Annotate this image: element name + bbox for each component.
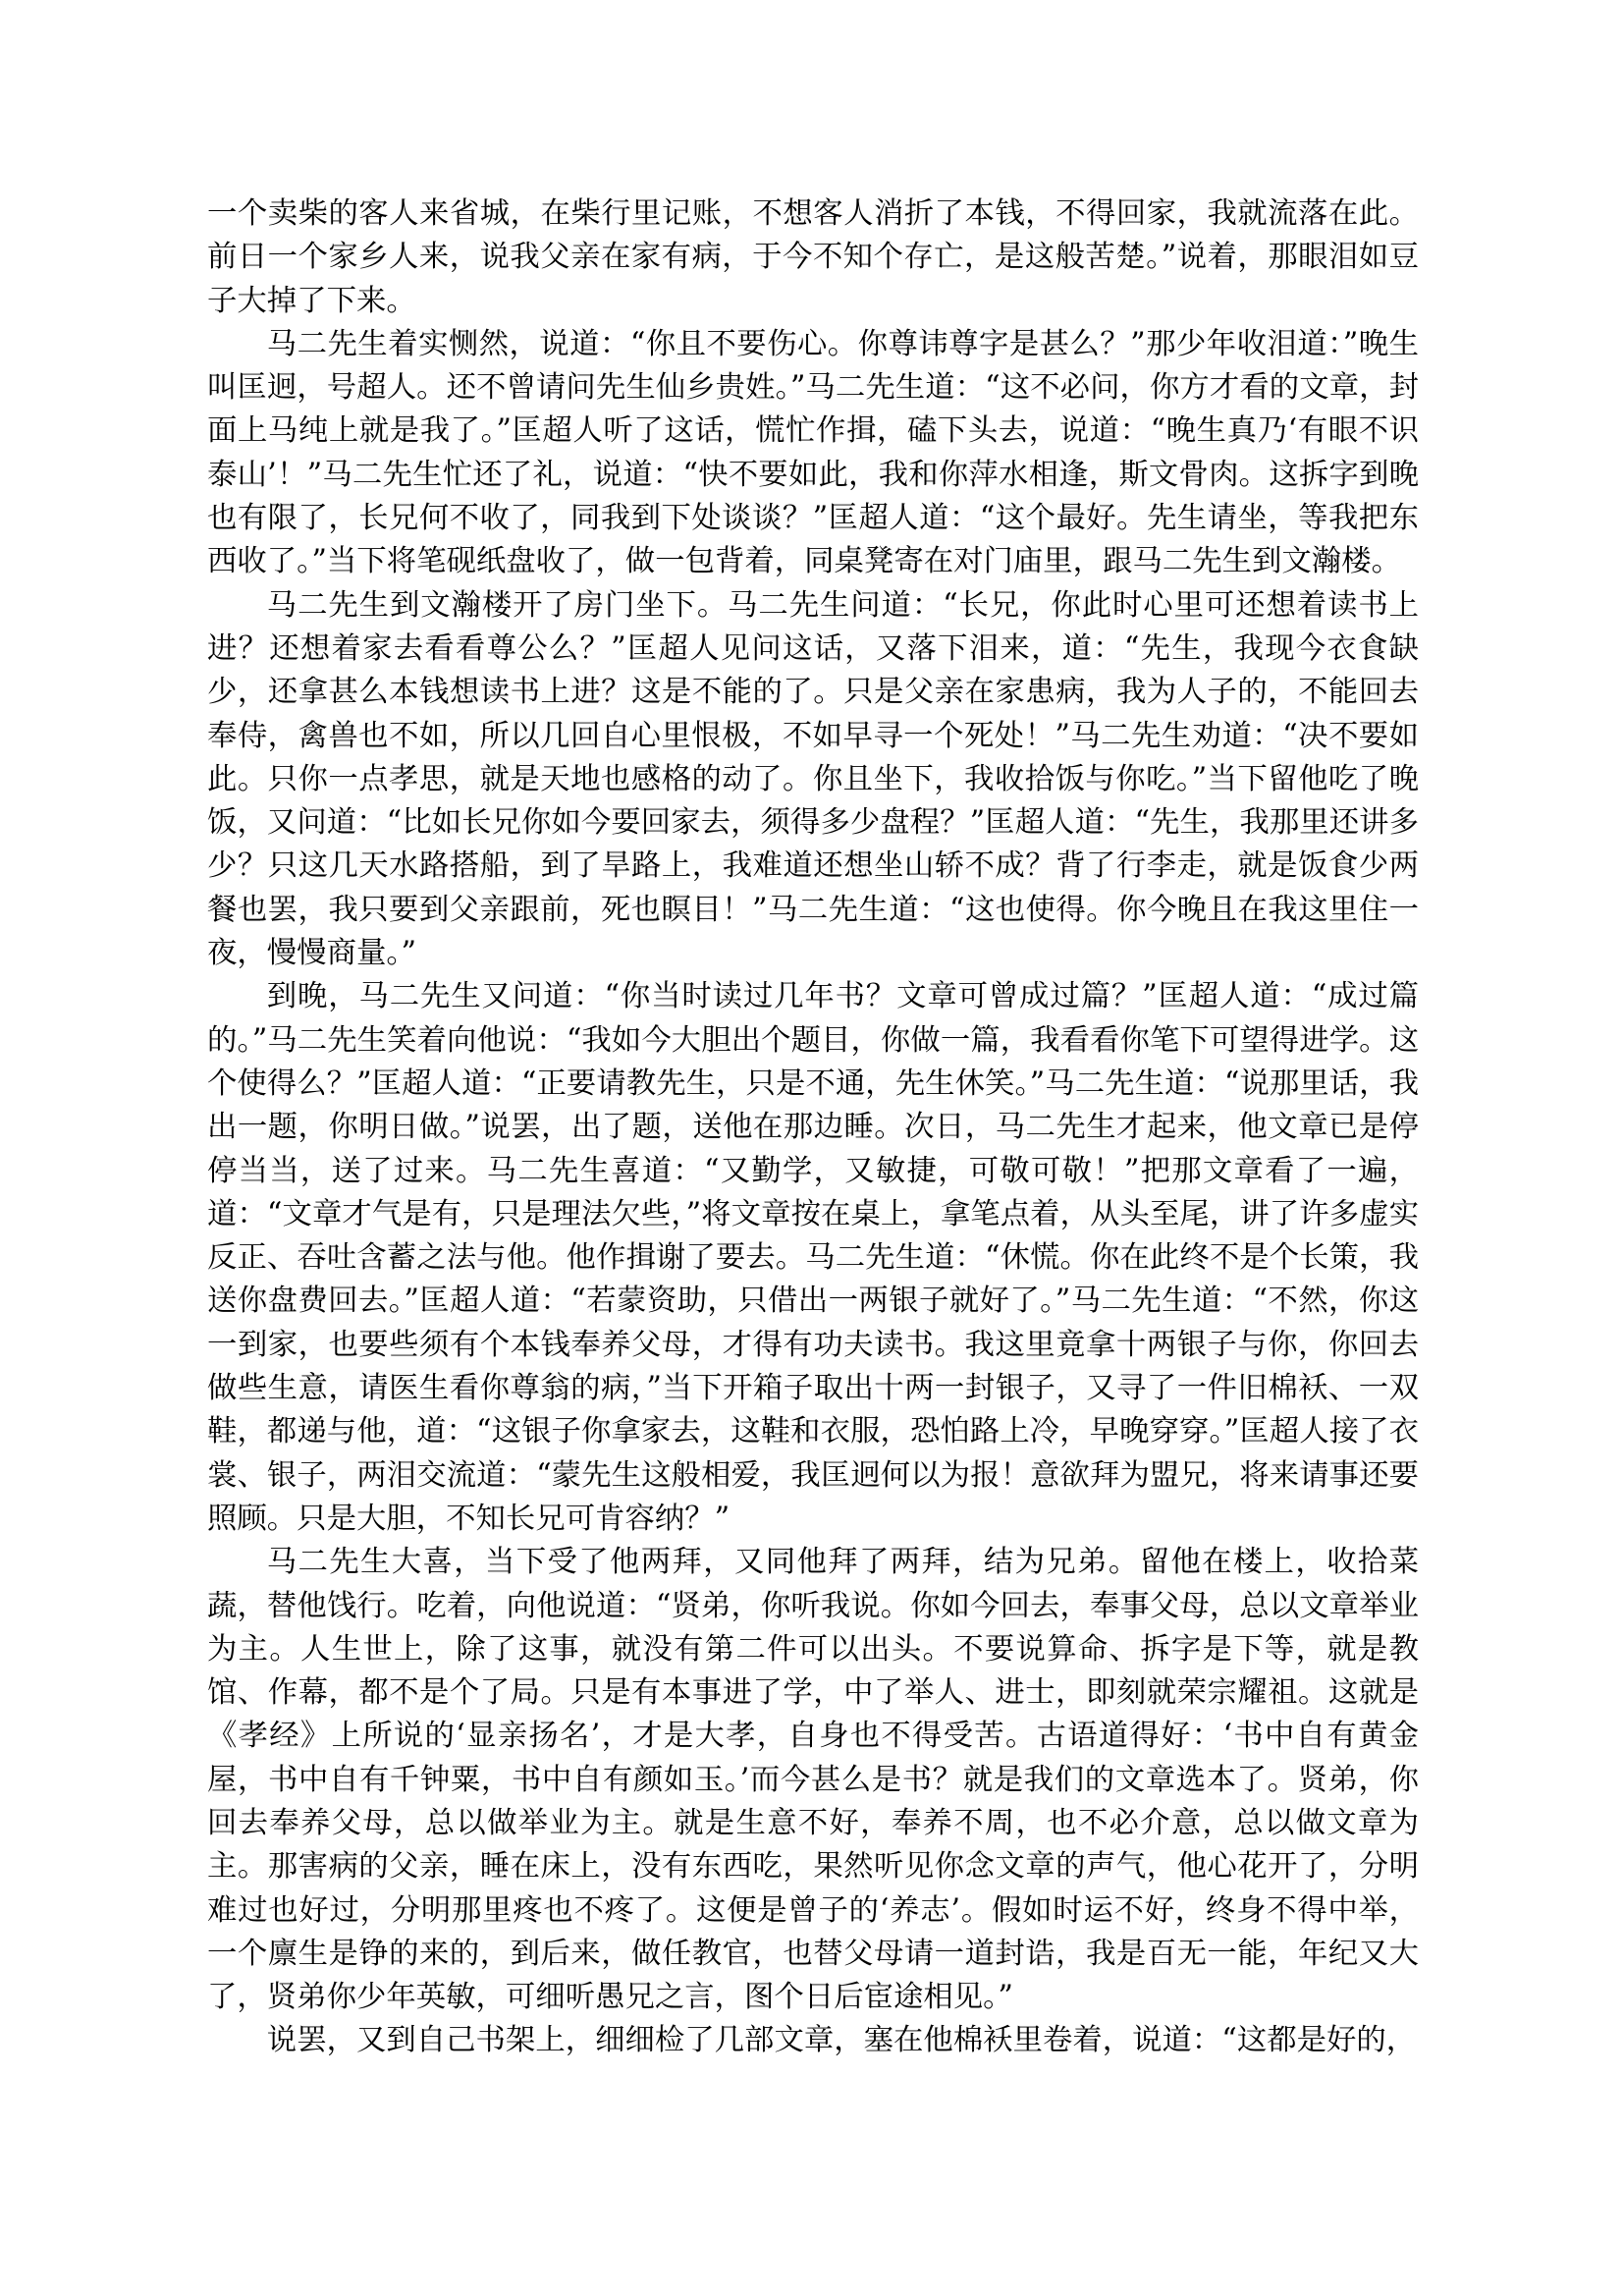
paragraph-2: 马二先生着实恻然，说道：“你且不要伤心。你尊讳尊字是甚么？”那少年收泪道：”晚生叫匡迥，号超人。还不曾请问先生仙乡贵姓。”马二先生道：“这不必问，你方才看的文章，封面上马纯上就是我了。”匡超人听了这话，慌忙作揖，磕下头去，说道：“晚生真乃‘有眼不识泰山’！”马二先生忙还了礼，说道：“快不要如此，我和你萍水相逢，斯文骨肉。这拆字到晚也有限了，长兄何不收了，同我到下处谈谈？”匡超人道：“这个最好。先生请坐，等我把东西收了。”当下将笔砚纸盘收了，做一包背着，同桌凳寄在对门庙里，跟马二先生到文瀚楼。 — [207, 326, 1419, 579]
paragraph-1: 一个卖柴的客人来省城，在柴行里记账，不想客人消折了本钱，不得回家，我就流落在此。前日一个家乡人来，说我父亲在家有病，于今不知个存亡，是这般苦楚。”说着，那眼泪如豆子大掉了下来。 — [207, 196, 1419, 318]
paragraph-4: 到晚，马二先生又问道：“你当时读过几年书？文章可曾成过篇？”匡超人道：“成过篇的。”马二先生笑着向他说：“我如今大胆出个题目，你做一篇，我看看你笔下可望得进学。这个使得么？”匡超人道：“正要请教先生，只是不通，先生休笑。”马二先生道：“说那里话，我出一题，你明日做。”说罢，出了题，送他在那边睡。次日，马二先生才起来，他文章已是停停当当，送了过来。马二先生喜道：“又勤学，又敏捷，可敬可敬！”把那文章看了一遍，道：“文章才气是有，只是理法欠些，”将文章按在桌上，拿笔点着，从头至尾，讲了许多虚实反正、吞吐含蓄之法与他。他作揖谢了要去。马二先生道：“休慌。你在此终不是个长策，我送你盘费回去。”匡超人道：“若蒙资助，只借出一两银子就好了。”马二先生道：“不然，你这一到家，也要些须有个本钱奉养父母，才得有功夫读书。我这里竟拿十两银子与你，你回去做些生意，请医生看你尊翁的病，”当下开箱子取出十两一封银子，又寻了一件旧棉袄、一双鞋，都递与他，道：“这银子你拿家去，这鞋和衣服，恐怕路上冷，早晚穿穿。”匡超人接了衣裳、银子，两泪交流道：“蒙先生这般相爱，我匡迥何以为报！意欲拜为盟兄，将来请事还要照顾。只是大胆，不知长兄可肯容纳？” — [207, 979, 1419, 1536]
paragraph-6: 说罢，又到自己书架上，细细检了几部文章，塞在他棉袄里卷着，说道：“这都是好的， — [266, 2023, 1417, 2058]
paragraph-3: 马二先生到文瀚楼开了房门坐下。马二先生问道：“长兄，你此时心里可还想着读书上进？还想着家去看看尊公么？”匡超人见问这话，又落下泪来，道：“先生，我现今衣食缺少，还拿甚么本钱想读书上进？这是不能的了。只是父亲在家患病，我为人子的，不能回去奉侍，禽兽也不如，所以几回自心里恨极，不如早寻一个死处！”马二先生劝道：“决不要如此。只你一点孝思，就是天地也感格的动了。你且坐下，我收拾饭与你吃。”当下留他吃了晚饭，又问道：“比如长兄你如今要回家去，须得多少盘程？”匡超人道：“先生，我那里还讲多少？只这几天水路搭船，到了旱路上，我难道还想坐山轿不成？背了行李走，就是饭食少两餐也罢，我只要到父亲跟前，死也瞑目！”马二先生道：“这也使得。你今晚且在我这里住一夜，慢慢商量。” — [207, 587, 1419, 971]
document-page — [207, 192, 1419, 2063]
paragraph-5: 马二先生大喜，当下受了他两拜，又同他拜了两拜，结为兄弟。留他在楼上，收拾菜蔬，替他饯行。吃着，向他说道：“贤弟，你听我说。你如今回去，奉事父母，总以文章举业为主。人生世上，除了这事，就没有第二件可以出头。不要说算命、拆字是下等，就是教馆、作幕，都不是个了局。只是有本事进了学，中了举人、进士，即刻就荣宗耀祖。这就是《孝经》上所说的‘显亲扬名’，才是大孝，自身也不得受苦。古语道得好：‘书中自有黄金屋，书中自有千钟粟，书中自有颜如玉。’而今甚么是书？就是我们的文章选本了。贤弟，你回去奉养父母，总以做举业为主。就是生意不好，奉养不周，也不必介意，总以做文章为主。那害病的父亲，睡在床上，没有东西吃，果然听见你念文章的声气，他心花开了，分明难过也好过，分明那里疼也不疼了。这便是曾子的‘养志’。假如时运不好，终身不得中举，一个廪生是铮的来的，到后来，做任教官，也替父母请一道封诰，我是百无一能，年纪又大了，贤弟你少年英敏，可细听愚兄之言，图个日后宦途相见。” — [207, 1545, 1419, 2015]
